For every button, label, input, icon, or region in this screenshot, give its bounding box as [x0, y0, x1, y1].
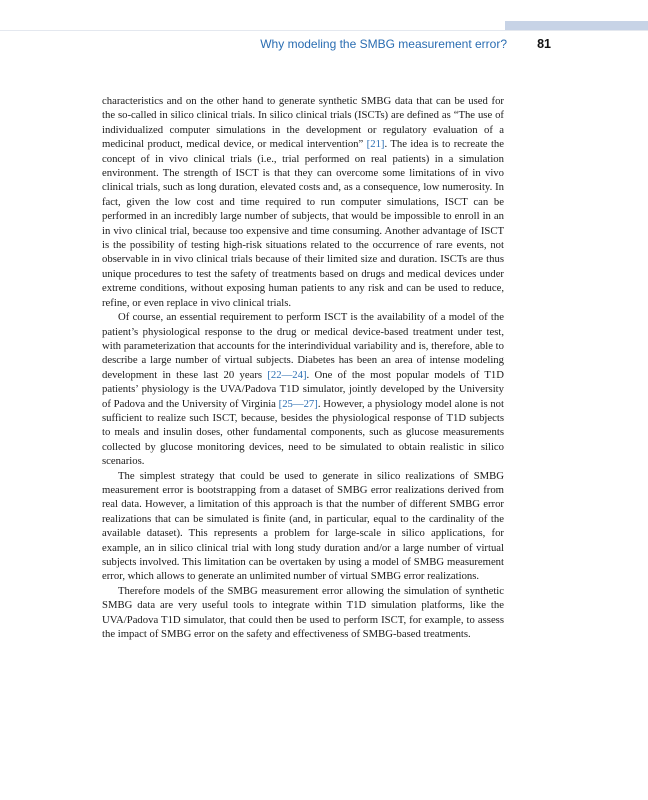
running-head: [0, 36, 648, 52]
header-rule: [0, 30, 648, 31]
header-accent-bar: [505, 21, 648, 30]
text-run: . However, a physiology model alone is not sufficient to realize such ISCT, because, besides the physiological response of T1D subjects to meals and insulin doses, other fundamental components, such as glucose measurements collected by glucose monitoring devices, need to be simulated to obtain realistic in silico scenarios.: [102, 397, 504, 468]
text-run: . The idea is to recreate the concept of in vivo clinical trials (i.e., trial performed on real patients) in a simulation environment. The strength of ISCT is that they can overcome some limitations of in vivo clinical trials, such as long duration, elevated costs and, as a consequence, low numerosity. In fact, given the low cost and time required to run computer simulations, ISCT can be performed in an incredibly large number of subjects, that would be impossible to enroll in an in vivo clinical trial, because too expensive and time consuming. Another advantage of ISCT is the possibility of testing high-risk situations related to the occurrence of rare events, not observable in in vivo clinical trials because of their limited size and duration. ISCTs are thus unique procedures to test the safety of treatments based on drugs and medical devices under extreme conditions, without exposing human patients to any risk and can be used to reduce, refine, or even replace in vivo clinical trials.: [102, 138, 504, 309]
body-text: [102, 94, 504, 641]
text-run: Of course, an essential requirement to perform ISCT is the availability of a model of the patient’s physiological response to the drug or medical device-based treatment under test, with parameterization that accounts for the interindividual variability and is, therefore, able to describe a large number of virtual subjects. Diabetes has been an area of intense modeling development in these last 20 years: [102, 311, 504, 381]
paragraph: [102, 94, 504, 310]
text-run: characteristics and on the other hand to generate synthetic SMBG data that can be used for the so-called in silico clinical trials. In silico clinical trials (ISCTs) are defined as “The use of individualized computer simulations in the development or regulatory evaluation of a medicinal product, medical device, or medical intervention”: [102, 95, 504, 151]
citation-link[interactable]: [21]: [366, 138, 385, 151]
page-number: 81: [537, 37, 551, 51]
paragraph: [102, 310, 504, 468]
citation-link[interactable]: [25—27]: [278, 397, 318, 410]
running-title: Why modeling the SMBG measurement error?: [260, 37, 507, 51]
paragraph: [102, 584, 504, 642]
text-run: Therefore models of the SMBG measurement error allowing the simulation of synthetic SMBG data are very useful tools to integrate within T1D simulation platforms, like the UVA/Padova T1D simulator, that could then be used to perform ISCT, for example, to assess the impact of SMBG error on the safety and effectiveness of SMBG-based treatments.: [102, 584, 504, 641]
text-run: The simplest strategy that could be used to generate in silico realizations of SMBG measurement error is bootstrapping from a dataset of SMBG error realizations derived from real data. However, a limitation of this approach is that the number of different SMBG error realizations that can be simulated is finite (and, in particular, equal to the cardinality of the available dataset). This represents a problem for large-scale in silico applications, for example, an in silico clinical trial with long study duration and/or a large number of virtual subjects involved. This limitation can be overtaken by using a model of SMBG measurement error, which allows to generate an unlimited number of virtual SMBG error realizations.: [102, 469, 504, 583]
citation-link[interactable]: [22—24]: [267, 368, 307, 381]
paragraph: [102, 469, 504, 584]
text-run: . One of the most popular models of T1D patients’ physiology is the UVA/Padova T1D simulator, jointly developed by the University of Padova and the University of Virginia: [102, 368, 504, 410]
